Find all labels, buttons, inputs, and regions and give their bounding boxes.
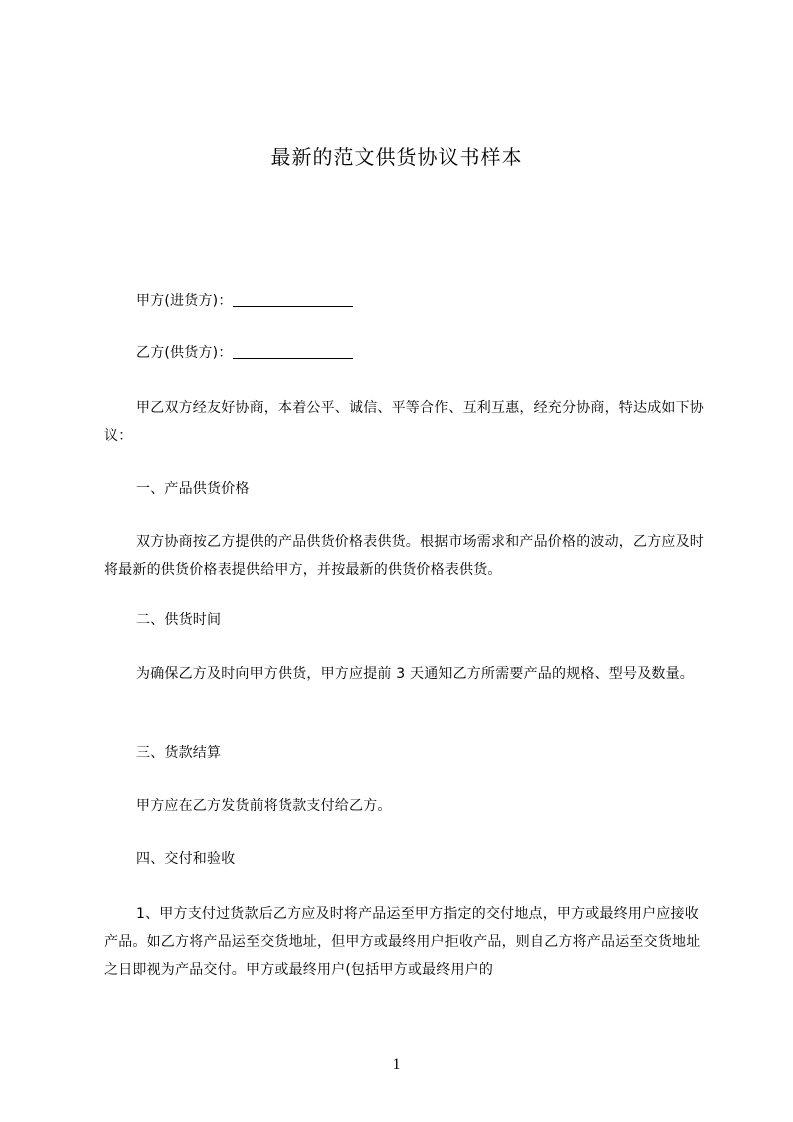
intro-paragraph: 甲乙双方经友好协商，本着公平、诚信、平等合作、互利互惠，经充分协商，特达成如下协议：	[104, 400, 704, 444]
party-b-line	[104, 339, 704, 367]
section-1-heading: 一、产品供货价格	[136, 481, 250, 497]
party-b-blank[interactable]	[233, 344, 353, 359]
section-2-body: 为确保乙方及时向甲方供货，甲方应提前 3 天通知乙方所需要产品的规格、型号及数量。	[136, 666, 695, 682]
document-title: 最新的范文供货协议书样本	[270, 145, 523, 169]
party-a-line	[104, 287, 704, 315]
page-number: 1	[392, 1056, 401, 1073]
party-a-blank[interactable]	[233, 292, 353, 307]
section-3-body: 甲方应在乙方发货前将货款支付给乙方。	[136, 798, 392, 814]
section-4-heading: 四、交付和验收	[136, 851, 236, 867]
section-1-body: 双方协商按乙方提供的产品供货价格表供货。根据市场需求和产品价格的波动，乙方应及时将最新的供货价格表提供给甲方，并按最新的供货价格表供货。	[104, 534, 704, 578]
section-3-heading: 三、货款结算	[136, 745, 222, 761]
section-4-item-1: 1、甲方支付过货款后乙方应及时将产品运至甲方指定的交付地点，甲方或最终用户应接收产品。如乙方将产品运至交货地址，但甲方或最终用户拒收产品，则自乙方将产品运至交货地址之日即视为产品交付。甲方或最终用户(包括甲方或最终用户的	[104, 906, 701, 978]
party-b-label: 乙方(供货方)：	[136, 345, 233, 361]
section-2-heading: 二、供货时间	[136, 612, 222, 628]
party-a-label: 甲方(进货方)：	[136, 293, 233, 309]
